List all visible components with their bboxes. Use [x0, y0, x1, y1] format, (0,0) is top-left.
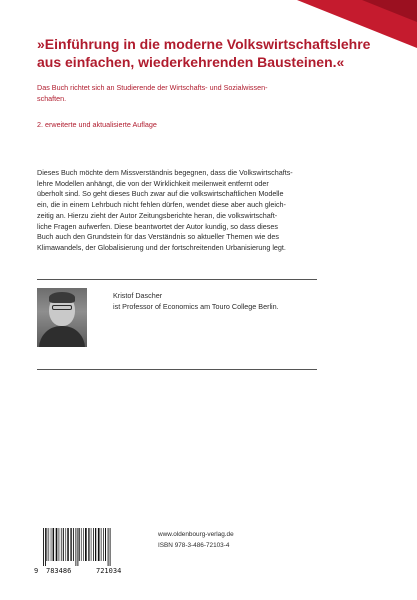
barcode-guard-bar: [108, 528, 109, 566]
description-line: Klimawandels, der Globalisierung und der fortschreitenden Urbanisierung legt.: [37, 242, 286, 252]
audience-line: Das Buch richtet sich an Studierende der Wirtschafts- und Sozialwissen-: [37, 83, 268, 92]
barcode-guard-bar: [75, 528, 76, 566]
corner-stripe-dark: [362, 0, 417, 22]
divider: [37, 369, 317, 370]
barcode-guard-bar: [77, 528, 78, 566]
barcode-bar: [105, 528, 106, 561]
tagline: [37, 35, 387, 71]
barcode-bar: [91, 528, 92, 561]
barcode-bar: [61, 528, 62, 561]
barcode-bar: [85, 528, 87, 561]
barcode-digits: [34, 566, 150, 576]
author-photo-shoulders: [39, 326, 85, 347]
description-line: ein, die in einem Lehrbuch nicht fehlen dürfen, wendet diese aber auch gleich-: [37, 200, 286, 210]
author-photo-hair: [49, 292, 75, 303]
barcode-bar: [53, 528, 55, 561]
barcode-bar: [95, 528, 96, 561]
barcode-bar: [93, 528, 94, 561]
barcode-bar: [83, 528, 84, 561]
author-bio: ist Professor of Economics am Touro College Berlin.: [113, 302, 279, 311]
edition-note: 2. erweiterte und aktualisierte Auflage: [37, 120, 157, 129]
isbn-number: ISBN 978-3-486-72103-4: [158, 542, 230, 549]
description-line: Buch auch den Grundstein für das Verständnis so aktueller Themen wie des: [37, 232, 279, 242]
barcode-bar: [103, 528, 104, 561]
author-photo: [37, 288, 87, 347]
description-line: lehre Modellen anhängt, die von der Wirklichkeit meilenweit entfernt oder: [37, 178, 269, 188]
barcode-bar: [63, 528, 64, 561]
barcode-guard-bar: [43, 528, 44, 566]
book-description: [37, 168, 327, 254]
barcode-bar: [51, 528, 52, 561]
barcode-digits-right: 721034: [96, 567, 122, 575]
barcode-guard-bar: [45, 528, 46, 566]
barcode-bar: [59, 528, 60, 561]
barcode-bar: [46, 528, 47, 561]
author-name: Kristof Dascher: [113, 291, 163, 300]
description-line: Dieses Buch möchte dem Missverständnis begegnen, dass die Volkswirtschafts-: [37, 168, 293, 177]
barcode-bar: [98, 528, 100, 561]
author-photo-glasses: [52, 305, 72, 310]
barcode-bar: [65, 528, 66, 561]
isbn-barcode: [37, 528, 147, 566]
barcode-guard-bar: [110, 528, 111, 566]
publisher-url: www.oldenbourg-verlag.de: [158, 531, 234, 538]
barcode-bar: [88, 528, 89, 561]
barcode-bar: [67, 528, 69, 561]
barcode-digit-lead: 9: [34, 567, 39, 575]
divider: [37, 279, 317, 280]
barcode-bar: [48, 528, 49, 561]
audience-note: [37, 82, 337, 104]
description-line: liche Fragen aufwerfen. Diese beantwortet der Autor kundig, so dass dieses: [37, 221, 278, 231]
barcode-bar: [73, 528, 74, 561]
tagline-line: aus einfachen, wiederkehrenden Bausteinen.«: [37, 54, 345, 70]
barcode-bar: [81, 528, 82, 561]
barcode-bar: [56, 528, 58, 561]
barcode-bar: [79, 528, 80, 561]
barcode-bar: [70, 528, 71, 561]
barcode-digits-left: 783486: [46, 567, 72, 575]
barcode-bar: [101, 528, 102, 561]
tagline-line: »Einführung in die moderne Volkswirtschaftslehre: [37, 36, 371, 52]
audience-line: schaften.: [37, 94, 67, 103]
description-line: überholt sind. So geht dieses Buch zwar auf die volkswirtschaftlichen Modelle: [37, 189, 284, 199]
description-line: zeitig an. Hierzu zieht der Autor Zeitungsberichte heran, die volkswirtschaft-: [37, 210, 278, 220]
